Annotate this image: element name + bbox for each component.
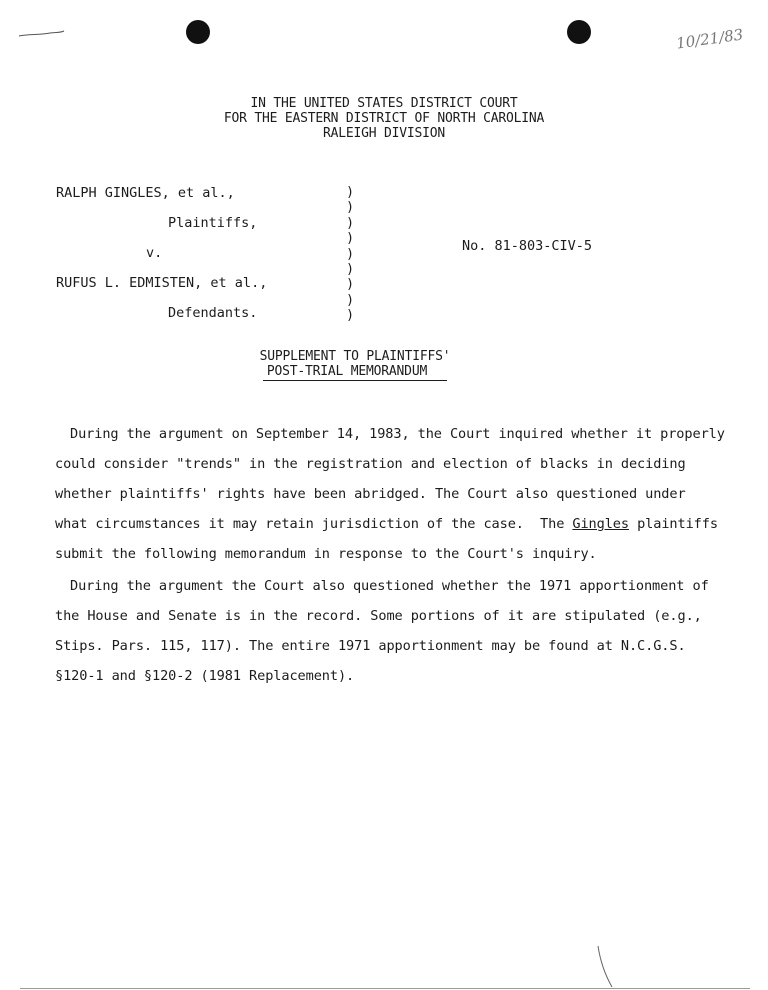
court-heading-line-3: RALEIGH DIVISION bbox=[322, 126, 446, 141]
pen-scribble-mark bbox=[18, 28, 68, 40]
plaintiff-name: RALPH GINGLES, et al., bbox=[56, 185, 235, 201]
paragraph-line bbox=[55, 509, 718, 539]
defendant-role: Defendants. bbox=[168, 305, 258, 321]
defendant-name: RUFUS L. EDMISTEN, et al., bbox=[56, 275, 268, 291]
body-paragraph-1 bbox=[55, 419, 725, 569]
court-heading-line-2: FOR THE EASTERN DISTRICT OF NORTH CAROLINA bbox=[223, 111, 545, 126]
paragraph-line: submit the following memorandum in response to the Court's inquiry. bbox=[55, 546, 597, 562]
paren: ) bbox=[346, 291, 355, 308]
line-text: what circumstances it may retain jurisdiction of the case. The bbox=[55, 516, 573, 532]
page-edge-line bbox=[20, 988, 750, 989]
paren: ) bbox=[346, 199, 355, 216]
handwritten-date: 10/21/83 bbox=[675, 25, 745, 53]
paragraph-line: could consider "trends" in the registration and election of blacks in deciding bbox=[55, 456, 686, 472]
punch-hole-right bbox=[567, 20, 591, 44]
paragraph-line: During the argument the Court also questioned whether the 1971 apportionment of bbox=[70, 578, 709, 594]
line-text: plaintiffs bbox=[628, 516, 718, 532]
paren: ) bbox=[346, 261, 355, 278]
document-title-line-2: POST-TRIAL MEMORANDUM bbox=[263, 364, 447, 381]
paragraph-line: §120-1 and §120-2 (1981 Replacement). bbox=[55, 668, 355, 684]
case-number: No. 81-803-CIV-5 bbox=[462, 238, 593, 254]
plaintiff-role: Plaintiffs, bbox=[168, 215, 258, 231]
paragraph-line: whether plaintiffs' rights have been abridged. The Court also questioned under bbox=[55, 486, 686, 502]
versus: v. bbox=[146, 245, 163, 261]
paragraph-line: the House and Senate is in the record. Some portions of it are stipulated (e.g., bbox=[55, 608, 702, 624]
pen-stroke-mark bbox=[596, 945, 616, 989]
paren: ) bbox=[346, 184, 355, 200]
paragraph-line: Stips. Pars. 115, 117). The entire 1971 apportionment may be found at N.C.G.S. bbox=[55, 638, 686, 654]
paren: ) bbox=[346, 230, 355, 247]
paren: ) bbox=[346, 276, 355, 293]
body-paragraph-2 bbox=[55, 571, 709, 691]
document-title-line-1: SUPPLEMENT TO PLAINTIFFS' bbox=[259, 349, 451, 364]
paren: ) bbox=[346, 307, 355, 324]
punch-hole-left bbox=[186, 20, 210, 44]
paragraph-line: During the argument on September 14, 1983, the Court inquired whether it properly bbox=[70, 426, 725, 442]
document-title bbox=[240, 349, 470, 379]
case-name-underlined: Gingles bbox=[572, 516, 629, 532]
paren: ) bbox=[346, 245, 355, 262]
court-heading-line-1: IN THE UNITED STATES DISTRICT COURT bbox=[250, 96, 518, 111]
caption-paren-column bbox=[346, 185, 354, 324]
paren: ) bbox=[346, 214, 355, 231]
